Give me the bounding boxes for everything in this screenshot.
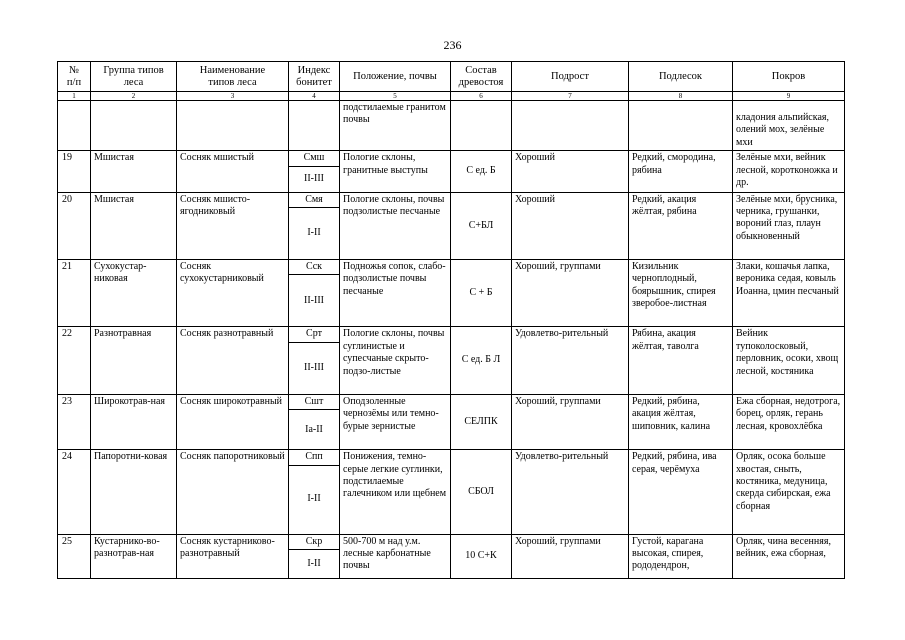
col-number: 1 (58, 92, 91, 101)
cell-name: Сосняк широкотравный (177, 394, 289, 449)
cell-position: Пологие склоны, почвы суглинистые и супесчаные скрыто-подзо-листые (340, 327, 451, 394)
cell-num: 24 (58, 450, 91, 534)
cell-group: Кустарнико-во-разнотрав-ная (91, 534, 177, 578)
cell-name: Сосняк разнотравный (177, 327, 289, 394)
cell-name: Сосняк кустарниково-разнотравный (177, 534, 289, 578)
cell-group: Папоротни-ковая (91, 450, 177, 534)
cell-cover: Орляк, чина весенняя, вейник, ежа сборная, (733, 534, 845, 578)
cell-undergrowth: Удовлетво-рительный (512, 327, 629, 394)
cell-num: 23 (58, 394, 91, 449)
cell-undergrowth: Удовлетво-рительный (512, 450, 629, 534)
cell-index: Скр (289, 534, 340, 549)
cell-shrubs: Кизильник черноплодный, боярышник, спирея зверобое-листная (629, 260, 733, 327)
cell-group: Разнотравная (91, 327, 177, 394)
cell-name: Сосняк мшистый (177, 151, 289, 192)
header-position: Положение, почвы (340, 62, 451, 92)
cell-undergrowth: Хороший (512, 151, 629, 192)
cell-group: Сухокустар-никовая (91, 260, 177, 327)
header-composition: Состав древостоя (451, 62, 512, 92)
cell-num: 21 (58, 260, 91, 327)
cell-cover: Зелёные мхи, вейник лесной, коротконожка и др. (733, 151, 845, 192)
cell-composition: С ед. Б (451, 151, 512, 192)
continuation-row (58, 101, 845, 151)
col-number: 8 (629, 92, 733, 101)
cell-num: 19 (58, 151, 91, 192)
cell-bonitet: II-III (289, 342, 340, 394)
cell-index: Срт (289, 327, 340, 342)
cell-cover: кладония альпийская, олений мох, зелёные мхи (733, 101, 845, 151)
cell-undergrowth: Хороший, группами (512, 534, 629, 578)
cell-name: Сосняк папоротниковый (177, 450, 289, 534)
cell-position: Понижения, темно-серые легкие суглинки, подстилаемые галечником или щебнем (340, 450, 451, 534)
cell-index: Спп (289, 450, 340, 465)
cell-undergrowth: Хороший, группами (512, 394, 629, 449)
cell-shrubs: Рябина, акация жёлтая, таволга (629, 327, 733, 394)
cell-name (177, 101, 289, 151)
cell-composition: С ед. Б Л (451, 327, 512, 394)
cell-index (289, 101, 340, 151)
cell-shrubs: Редкий, рябина, ива серая, черёмуха (629, 450, 733, 534)
col-number: 5 (340, 92, 451, 101)
cell-bonitet: II-III (289, 166, 340, 192)
cell-group: Широкотрав-ная (91, 394, 177, 449)
table-row (58, 394, 845, 409)
table-body (58, 62, 845, 579)
cell-shrubs: Густой, карагана высокая, спирея, рододендрон, (629, 534, 733, 578)
cell-group: Мшистая (91, 151, 177, 192)
cell-composition (451, 101, 512, 151)
table-row (58, 450, 845, 465)
cell-bonitet: Ia-II (289, 410, 340, 450)
col-number: 6 (451, 92, 512, 101)
cell-num: 22 (58, 327, 91, 394)
column-number-row (58, 92, 845, 101)
cell-index: Смя (289, 192, 340, 207)
cell-group: Мшистая (91, 192, 177, 259)
header-row (58, 62, 845, 92)
cell-name: Сосняк мшисто-ягодниковый (177, 192, 289, 259)
cell-position: 500-700 м над у.м. лесные карбонатные почвы (340, 534, 451, 578)
table-row (58, 192, 845, 207)
cell-index: Смш (289, 151, 340, 166)
cell-num (58, 101, 91, 151)
cell-composition: С+БЛ (451, 192, 512, 259)
cell-shrubs (629, 101, 733, 151)
cell-cover: Зелёные мхи, брусника, черника, грушанки, вороний глаз, плаун обыкновенный (733, 192, 845, 259)
cell-shrubs: Редкий, рябина, акация жёлтая, шиповник, калина (629, 394, 733, 449)
header-num: № п/п (58, 62, 91, 92)
cell-bonitet: I-II (289, 208, 340, 260)
col-number: 3 (177, 92, 289, 101)
cell-name: Сосняк сухокустарниковый (177, 260, 289, 327)
table-row (58, 327, 845, 342)
cell-undergrowth (512, 101, 629, 151)
forest-types-table (57, 61, 845, 579)
cell-composition: С + Б (451, 260, 512, 327)
header-name: Наименование типов леса (177, 62, 289, 92)
cell-index: Сшт (289, 394, 340, 409)
cell-cover: Злаки, кошачья лапка, вероника седая, ковыль Иоанна, цмин песчаный (733, 260, 845, 327)
cell-composition: СЕЛПК (451, 394, 512, 449)
cell-undergrowth: Хороший (512, 192, 629, 259)
table-row (58, 260, 845, 275)
header-shrubs: Подлесок (629, 62, 733, 92)
table-row (58, 151, 845, 166)
page-number: 236 (443, 38, 462, 52)
header-undergrowth: Подрост (512, 62, 629, 92)
col-number: 7 (512, 92, 629, 101)
cell-cover: Вейник тупоколосковый, перловник, осоки, хвощ лесной, костяника (733, 327, 845, 394)
header-group: Группа типов леса (91, 62, 177, 92)
cell-bonitet: II-III (289, 275, 340, 327)
cell-bonitet: I-II (289, 550, 340, 579)
cell-shrubs: Редкий, смородина, рябина (629, 151, 733, 192)
col-number: 4 (289, 92, 340, 101)
cell-index: Сск (289, 260, 340, 275)
cell-bonitet: I-II (289, 465, 340, 534)
cell-num: 25 (58, 534, 91, 578)
cell-position: Пологие склоны, почвы подзолистые песчаные (340, 192, 451, 259)
cell-position: Пологие склоны, гранитные выступы (340, 151, 451, 192)
table-row (58, 534, 845, 549)
cell-num: 20 (58, 192, 91, 259)
cell-position: Оподзоленные чернозёмы или темно-бурые зернистые (340, 394, 451, 449)
col-number: 2 (91, 92, 177, 101)
header-index: Индекс бонитет (289, 62, 340, 92)
cell-position: подстилаемые гранитом почвы (340, 101, 451, 151)
cell-composition: СБОЛ (451, 450, 512, 534)
cell-cover: Ежа сборная, недотрога, борец, орляк, герань лесная, кровохлёбка (733, 394, 845, 449)
col-number: 9 (733, 92, 845, 101)
cell-position: Подножья сопок, слабо-подзолистые почвы песчаные (340, 260, 451, 327)
cell-cover: Орляк, осока больше хвостая, сныть, костяника, медуница, скерда сибирская, ежа сборная (733, 450, 845, 534)
cell-group (91, 101, 177, 151)
cell-undergrowth: Хороший, группами (512, 260, 629, 327)
cell-composition: 10 С+К (451, 534, 512, 578)
header-cover: Покров (733, 62, 845, 92)
cell-shrubs: Редкий, акация жёлтая, рябина (629, 192, 733, 259)
